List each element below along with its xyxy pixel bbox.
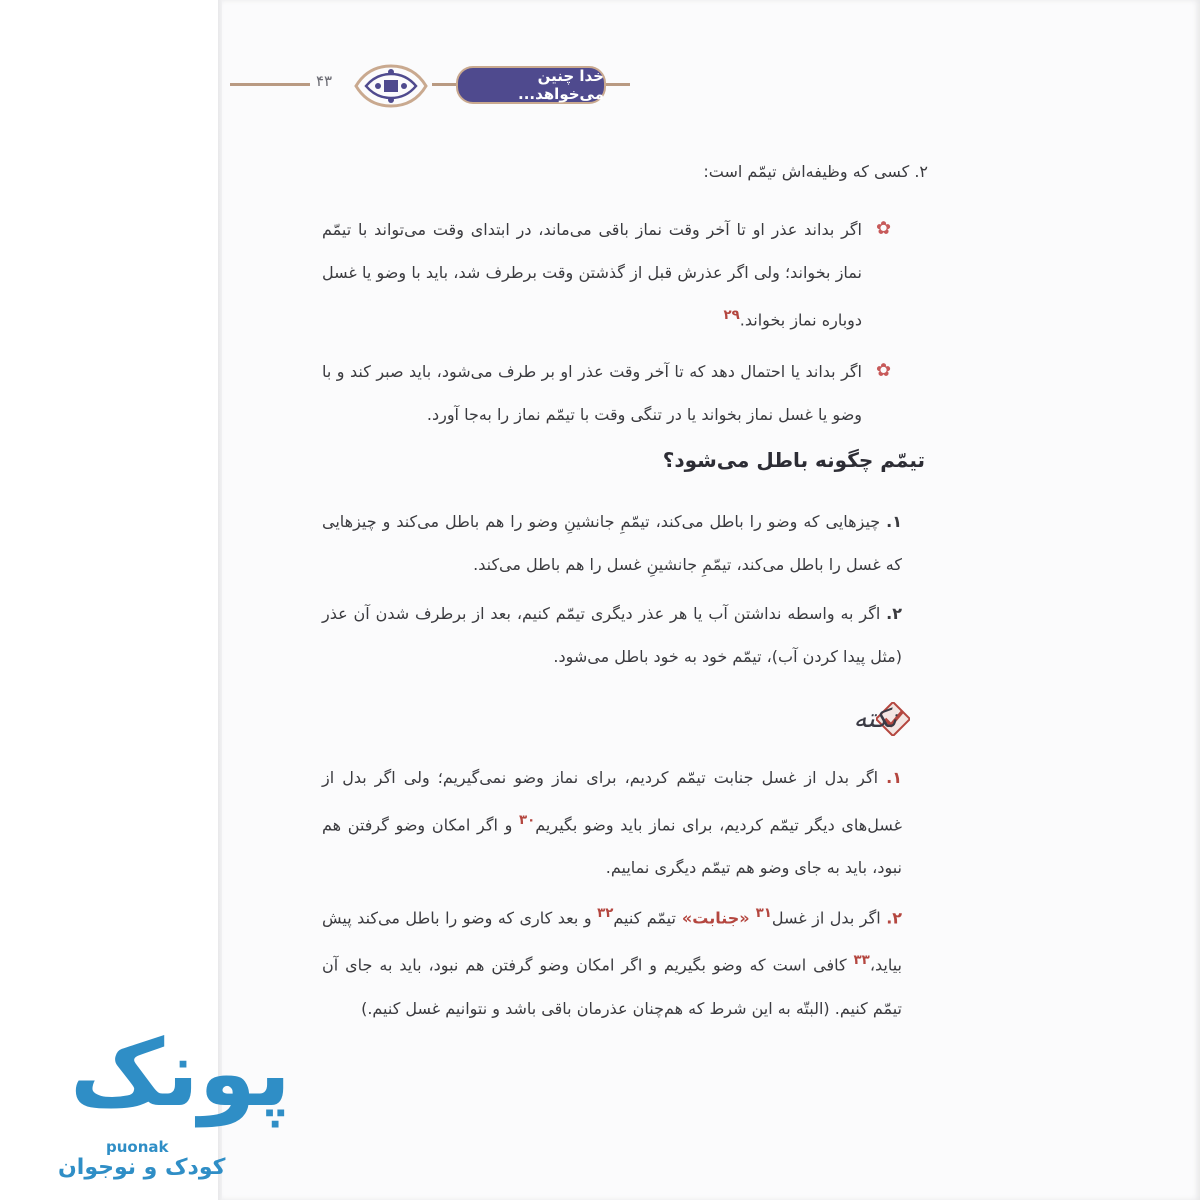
- item-number: ۲.: [886, 908, 903, 928]
- item-text-cont: تیمّم کنیم: [613, 908, 676, 928]
- note-item2: [322, 892, 902, 1030]
- header-rule-right: [602, 83, 630, 86]
- brand-latin: puonak: [106, 1138, 169, 1156]
- item-number: ۲.: [886, 604, 902, 623]
- footnote-ref: ۳۱: [755, 906, 772, 921]
- header-title: خدا چنین می‌خواهد...: [456, 66, 606, 104]
- footnote-ref: ۳۲: [597, 906, 614, 921]
- footnote-ref: ۳۰: [519, 813, 536, 828]
- item-text: چیزهایی که وضو را باطل می‌کند، تیمّمِ جانشینِ وضو را هم باطل می‌کند و چیزهایی که غسل را باطل می‌کند، تیمّمِ جانشینِ غسل را هم باطل می‌کند.: [322, 512, 902, 574]
- footnote-ref: ۳۳: [853, 953, 870, 969]
- section1-heading: ۲. کسی که وظیفه‌اش تیمّم است:: [703, 162, 928, 181]
- section1-bullet1: [322, 208, 862, 341]
- item-text-cont: و بعد کاری که وضو را باطل می‌کند پیش بیاید،: [322, 908, 902, 975]
- note-item1: [322, 756, 902, 889]
- note-title: نکته: [853, 704, 897, 734]
- brand-logo: پونک: [70, 1020, 291, 1127]
- section1-bullet2: اگر بداند یا احتمال دهد که تا آخر وقت عذر او بر طرف می‌شود، باید صبر کند و با وضو یا غسل نماز بخواند یا در تنگی وقت با تیمّم نماز را به‌جا آورد.: [322, 362, 862, 424]
- item-text-cont: کافی است که وضو بگیریم و اگر امکان وضو گرفتن هم نبود، باید به جای آن تیمّم کنیم. (البتّه به این شرط که هم‌چنان عذرمان باقی باشد و نتوانیم غسل کنیم.): [322, 955, 902, 1018]
- section2-item2: [322, 592, 902, 678]
- item-number: ۱.: [886, 768, 902, 787]
- section-title: تیمّم چگونه باطل می‌شود؟: [662, 448, 925, 472]
- highlight-term: «جنابت»: [675, 908, 756, 928]
- item-number: ۱.: [886, 512, 902, 531]
- header-rule-left: [230, 83, 310, 86]
- flower-bullet-icon: ✿: [876, 360, 892, 381]
- bullet1-text: اگر بداند عذر او تا آخر وقت نماز باقی می‌ماند، در ابتدای وقت می‌تواند با تیمّم نماز بخواند؛ ولی اگر عذرش قبل از گذشتن وقت برطرف شد، باید با وضو یا غسل دوباره نماز بخواند.: [322, 220, 862, 330]
- header-rule-mid: [432, 83, 458, 86]
- item-text-cont: و اگر امکان وضو گرفتن هم نبود، باید به جای وضو هم تیمّم دیگری نماییم.: [322, 815, 902, 878]
- footnote-ref: ۲۹: [723, 308, 740, 323]
- item-text: اگر بدل از غسل: [771, 908, 881, 928]
- item-text: اگر به واسطه نداشتن آب یا هر عذر دیگری تیمّم کنیم، بعد از برطرف شدن آن عذر (مثل پیدا کردن آب)، تیمّم خود به خود باطل می‌شود.: [322, 604, 902, 666]
- ornament-icon: [348, 60, 434, 112]
- section2-item1: [322, 500, 902, 586]
- flower-bullet-icon: ✿: [876, 218, 892, 239]
- brand-tagline: کودک و نوجوان: [58, 1155, 226, 1180]
- page-number: ۴۳: [316, 72, 333, 90]
- item-text: اگر بدل از غسل جنابت تیمّم کردیم، برای نماز وضو نمی‌گیریم؛ ولی اگر بدل از غسل‌های دیگر تیمّم کردیم، برای نماز باید وضو بگیریم: [322, 768, 903, 835]
